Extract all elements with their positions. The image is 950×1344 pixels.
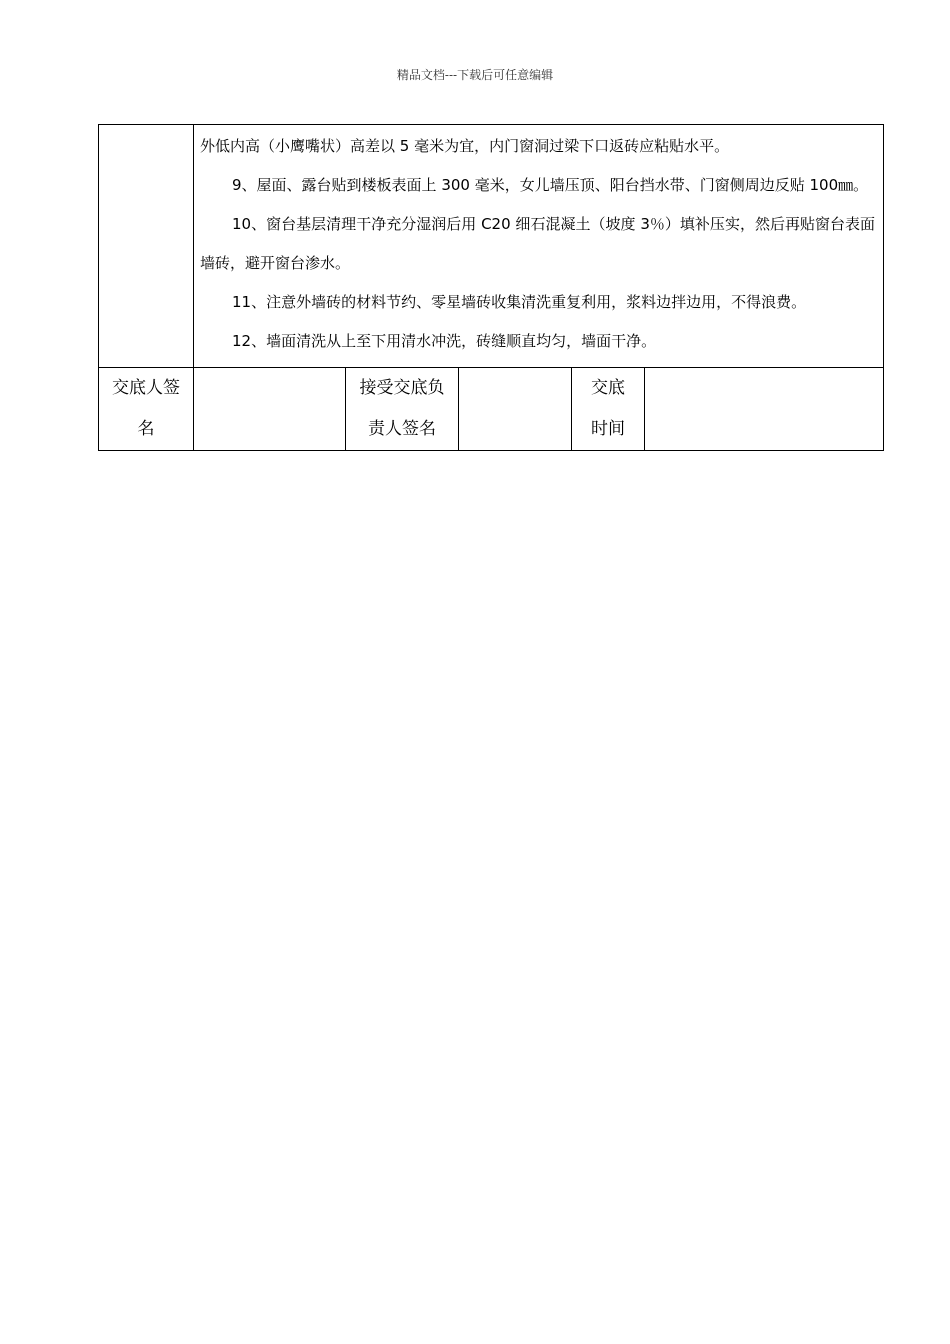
receiver-label-line2: 责人签名 xyxy=(368,419,436,439)
time-label-line2: 时间 xyxy=(591,419,625,439)
receiver-label-line1: 接受交底负 xyxy=(359,378,445,398)
content-row xyxy=(99,125,884,368)
content-paragraph: 10、窗台基层清理干净充分湿润后用 C20 细石混凝土（坡度 3％）填补压实，然后再贴窗台表面墙砖，避开窗台渗水。 xyxy=(200,215,876,272)
issuer-label-line2: 名 xyxy=(137,419,155,439)
time-label-line1: 交底 xyxy=(591,378,625,398)
disclosure-table xyxy=(98,124,884,451)
issuer-label-line1: 交底人签 xyxy=(112,378,180,398)
page-header: 精品文档---下载后可任意编辑 xyxy=(396,68,554,82)
content-paragraph: 11、注意外墙砖的材料节约、零星墙砖收集清洗重复利用，浆料边拌边用，不得浪费。 xyxy=(232,293,807,311)
content-cell xyxy=(194,125,884,368)
receiver-signature-field[interactable] xyxy=(459,368,572,451)
signature-row xyxy=(99,368,884,451)
disclosure-time-label xyxy=(572,368,645,451)
disclosure-time-field[interactable] xyxy=(645,368,884,451)
issuer-signature-label xyxy=(99,368,194,451)
content-paragraph: 9、屋面、露台贴到楼板表面上 300 毫米，女儿墙压顶、阳台挡水带、门窗侧周边反贴 100㎜。 xyxy=(232,176,869,194)
content-paragraph: 外低内高（小鹰嘴状）高差以 5 毫米为宜，内门窗洞过梁下口返砖应粘贴水平。 xyxy=(200,137,730,155)
content-left-cell xyxy=(99,125,194,368)
issuer-signature-field[interactable] xyxy=(194,368,346,451)
content-paragraph: 12、墙面清洗从上至下用清水冲洗，砖缝顺直均匀，墙面干净。 xyxy=(232,332,657,350)
receiver-signature-label xyxy=(346,368,459,451)
